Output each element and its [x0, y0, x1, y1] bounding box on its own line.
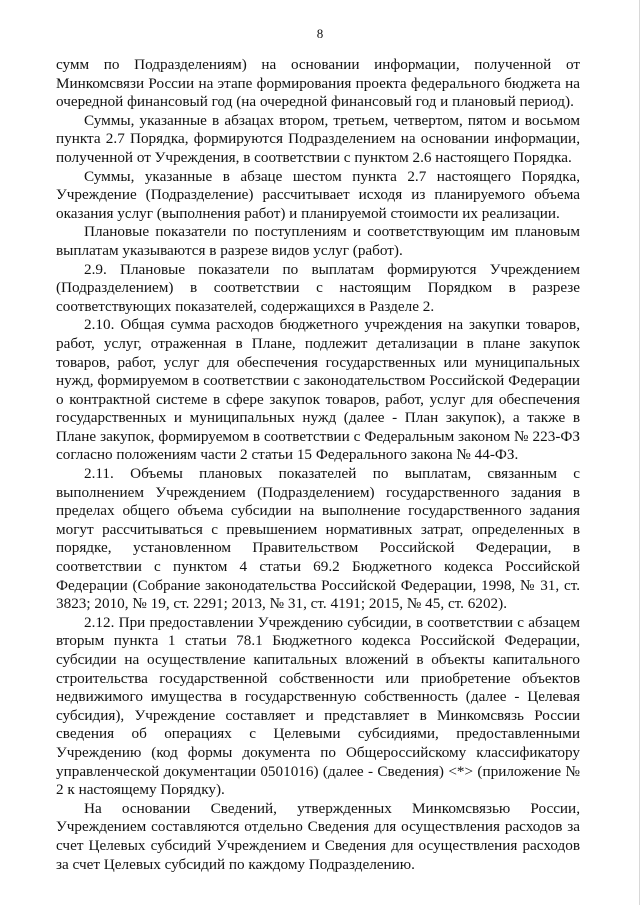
paragraph: Суммы, указанные в абзаце шестом пункта 2.7 настоящего Порядка, Учреждение (Подразделение) рассчитывает исходя из планируемого объема оказания услуг (выполнения работ) и планируемой стоимости их реализации. — [56, 167, 580, 222]
paragraph: Суммы, указанные в абзацах втором, третьем, четвертом, пятом и восьмом пункта 2.7 Порядка, формируются Подразделением на основании информации, полученной от Учреждения, в соответствии с пунктом 2.6 настоящего Порядка. — [56, 111, 580, 166]
page-number: 8 — [316, 26, 324, 41]
paragraph: Плановые показатели по поступлениям и соответствующим им плановым выплатам указываются в разрезе видов услуг (работ). — [56, 223, 580, 259]
paragraph-2-9: 2.9. Плановые показатели по выплатам формируются Учреждением (Подразделением) в соответствии с настоящим Порядком в разрезе соответствующих показателей, содержащихся в Разделе 2. — [56, 260, 580, 315]
paragraph: На основании Сведений, утвержденных Минкомсвязью России, Учреждением составляются отдельно Сведения для осуществления расходов за счет Целевых субсидий Учреждением и Сведения для осуществления расходов за счет Целевых субсидий по каждому Подразделению. — [56, 799, 580, 873]
paragraph-2-11: 2.11. Объемы плановых показателей по выплатам, связанным с выполнением Учреждением (Подразделением) государственного задания в пределах общего объема субсидии на выполнение государственного задания могут рассчитываться с превышением нормативных затрат, определенных в порядке, установленном Правительством Российской Федерации, в соответствии с пунктом 4 статьи 69.2 Бюджетного кодекса Российской Федерации (Собрание законодательства Российской Федерации, 1998, № 31, ст. 3823; 2010, № 19, ст. 2291; 2013, № 31, ст. 4191; 2015, № 45, ст. 6202). — [56, 465, 580, 613]
paragraph-2-10: 2.10. Общая сумма расходов бюджетного учреждения на закупки товаров, работ, услуг, отраженная в Плане, подлежит детализации в плане закупок товаров, работ, услуг для обеспечения государственных или муниципальных нужд, формируемом в соответствии с законодательством Российской Федерации о контрактной системе в сфере закупок товаров, работ, услуг для обеспечения государственных и муниципальных нужд (далее - План закупок), а также в Плане закупок, формируемом в соответствии с Федеральным законом № 223-ФЗ согласно положениям части 2 статьи 15 Федерального закона № 44-ФЗ. — [56, 316, 580, 464]
paragraph-continuation: сумм по Подразделениям) на основании информации, полученной от Минкомсвязи России на этапе формирования проекта федерального бюджета на очередной финансовый год (на очередной финансовый год и плановый период). — [56, 56, 580, 111]
document-body — [56, 56, 580, 874]
paragraph-2-12: 2.12. При предоставлении Учреждению субсидии, в соответствии с абзацем вторым пункта 1 статьи 78.1 Бюджетного кодекса Российской Федерации, субсидии на осуществление капитальных вложений в объекты капитального строительства государственной собственности или приобретение объектов недвижимого имущества в государственную собственность (далее - Целевая субсидия), Учреждение составляет и представляет в Минкомсвязь России сведения об операциях с Целевыми субсидиями, предоставленными Учреждению (код формы документа по Общероссийскому классификатору управленческой документации 0501016) (далее - Сведения) <*> (приложение № 2 к настоящему Порядку). — [56, 613, 580, 799]
